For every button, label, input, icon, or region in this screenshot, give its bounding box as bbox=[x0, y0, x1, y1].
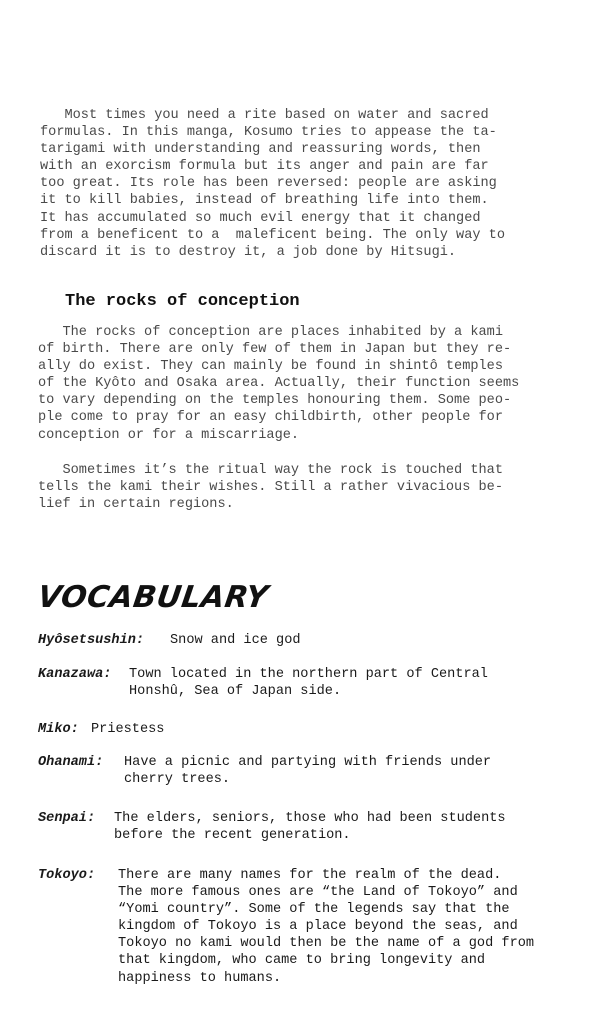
vocab-definition: Snow and ice god bbox=[170, 633, 301, 648]
vocab-term: Senpai: bbox=[38, 811, 96, 826]
vocab-term: Kanazawa: bbox=[38, 667, 112, 682]
section-paragraph-2: Sometimes it’s the ritual way the rock is touched that tells the kami their wishes. Still a rather vivacious be- lief in certain regions. bbox=[38, 463, 503, 513]
section-paragraph-1: The rocks of conception are places inhabited by a kami of birth. There are only few of them in Japan but they re- ally do exist. They can mainly be found in shintô temples of the Kyôto and Osaka area. Actually, their function seems to vary depending on the temples honouring them. Some peo- ple come to pray for an easy childbirth, other people for conception or for a miscarriage. bbox=[38, 325, 520, 443]
vocab-term: Ohanami: bbox=[38, 755, 104, 770]
vocab-term: Hyôsetsushin: bbox=[38, 633, 145, 648]
vocab-definition: The elders, seniors, those who had been students before the recent generation. bbox=[114, 811, 506, 844]
vocab-definition: There are many names for the realm of the dead. The more famous ones are “the Land of Tokoyo” and “Yomi country”. Some of the legends say that the kingdom of Tokoyo is a place beyond the seas, and Tokoyo no kami would then be the name of a god from that kingdom, who came to bring longevity and happiness to humans. bbox=[118, 868, 535, 986]
vocab-term: Miko: bbox=[38, 722, 79, 737]
vocab-definition: Town located in the northern part of Central Honshû, Sea of Japan side. bbox=[129, 667, 488, 700]
intro-paragraph: Most times you need a rite based on water and sacred formulas. In this manga, Kosumo tries to appease the ta- tarigami with understanding and reassuring words, then with an exorcism formula but its anger and pain are far too great. Its role has been reversed: people are asking it to kill babies, instead of breathing life into them. It has accumulated so much evil energy that it changed from a beneficent to a maleficent being. The only way to discard it is to destroy it, a job done by Hitsugi. bbox=[40, 108, 505, 260]
vocabulary-title: VOCABULARY bbox=[35, 580, 271, 615]
vocab-definition: Have a picnic and partying with friends under cherry trees. bbox=[124, 755, 492, 788]
section-heading: The rocks of conception bbox=[65, 292, 300, 311]
vocab-definition: Priestess bbox=[91, 722, 165, 737]
vocab-term: Tokoyo: bbox=[38, 868, 96, 883]
